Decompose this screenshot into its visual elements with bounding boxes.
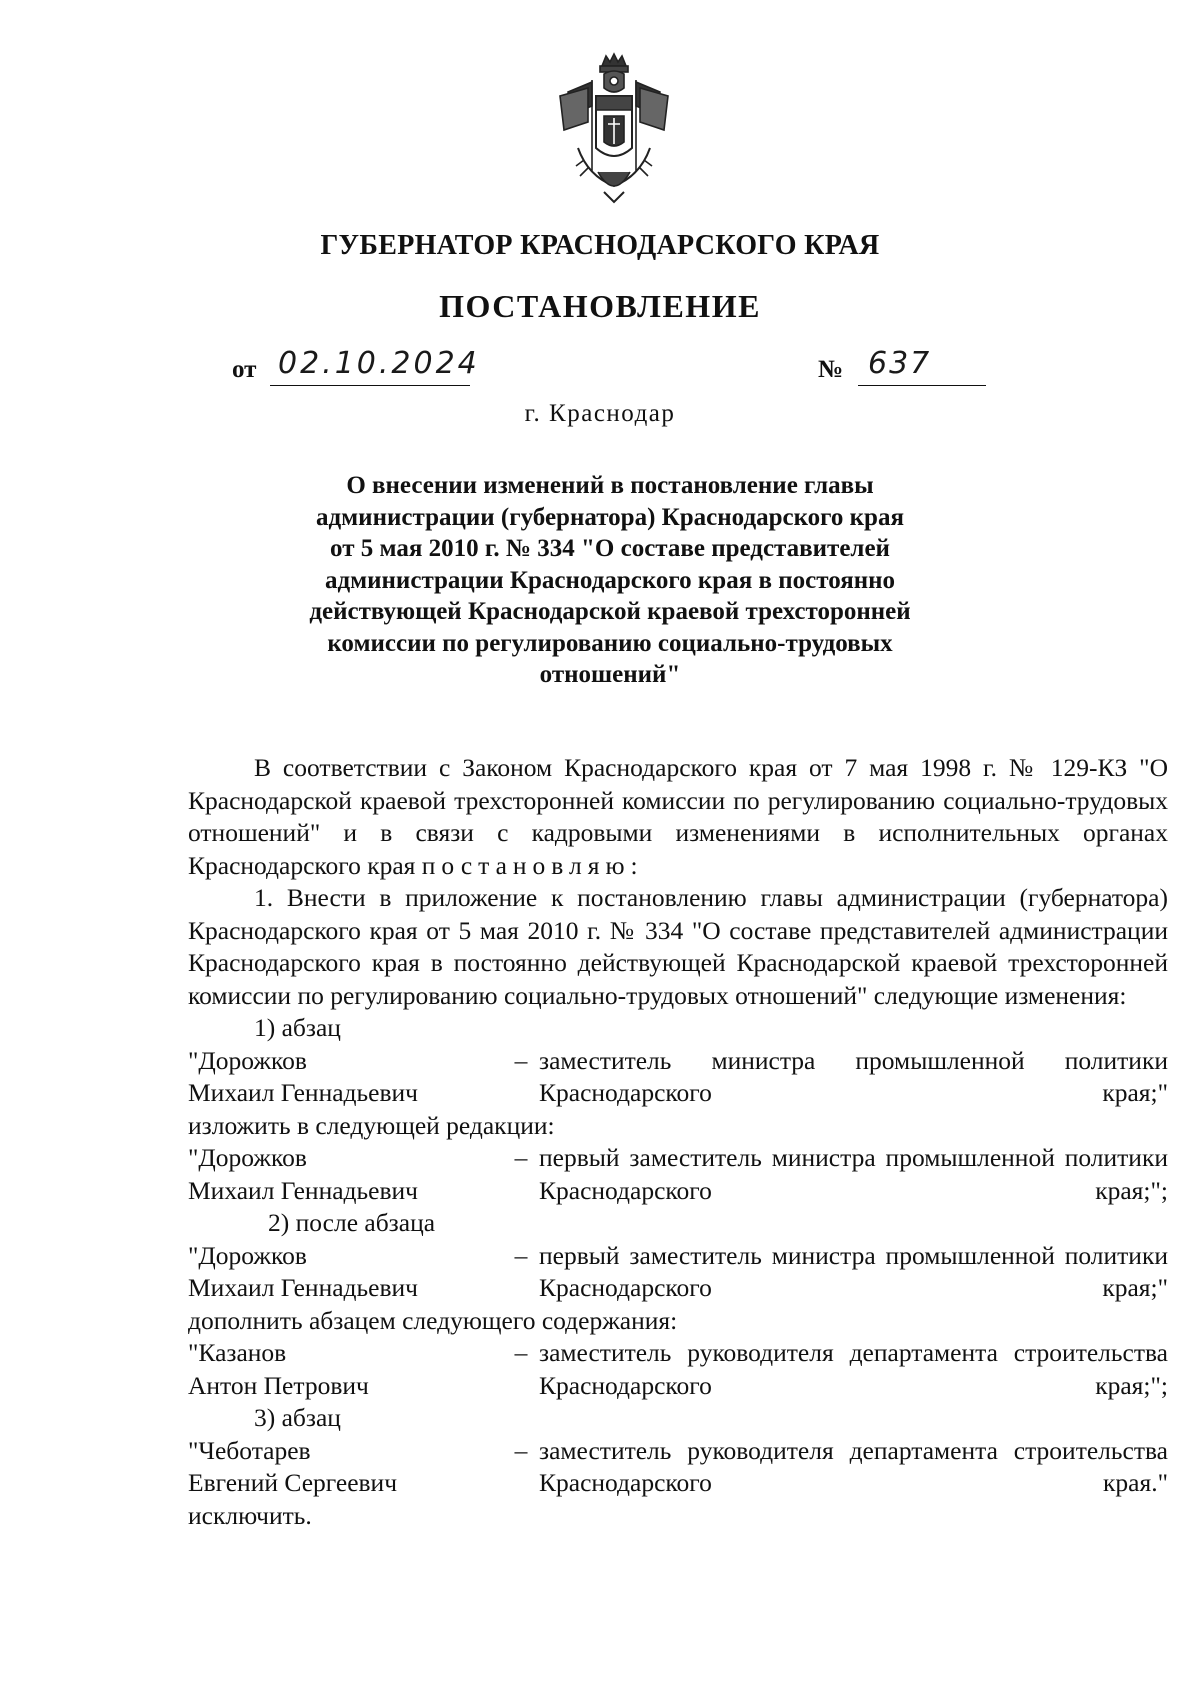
entry-given-names: Михаил Геннадьевич — [188, 1078, 418, 1107]
entry-dash: – — [514, 1045, 528, 1075]
document-subject — [300, 470, 920, 691]
number-label: № — [818, 356, 844, 383]
document-body — [188, 752, 1168, 1532]
entry-surname: "Дорожков — [188, 1143, 307, 1172]
entry-surname: "Чеботарев — [188, 1435, 311, 1465]
entry-surname: "Дорожков — [188, 1045, 307, 1075]
new-entry-dorozhkov — [188, 1142, 1168, 1207]
date-underline — [270, 385, 470, 386]
entry-given-names: Михаил Геннадьевич — [188, 1175, 418, 1205]
entry-surname: "Дорожков — [188, 1240, 307, 1270]
entry-given-names: Михаил Геннадьевич — [188, 1273, 418, 1302]
preamble-text: В соответствии с Законом Краснодарского края от 7 мая 1998 г. № 129-КЗ "О Краснодарской краевой трехсторонней комиссии по регулированию социально-трудовых отношений" и в связи с кадровыми изменениями в исполнительных органах Краснодарского края — [188, 753, 1168, 880]
coat-of-arms-emblem — [548, 52, 680, 204]
entry-dash: – — [514, 1435, 528, 1465]
handwritten-number: 637 — [868, 346, 932, 381]
entry-surname: "Казанов — [188, 1338, 287, 1367]
sub-item-3-label: 3) абзац — [254, 1403, 341, 1432]
entry-position: первый заместитель министра промышленной политики Краснодарского края;"; — [539, 1143, 1168, 1205]
sub-item-2-label: 2) после абзаца — [268, 1208, 436, 1237]
entry-given-names: Антон Петрович — [188, 1370, 369, 1400]
subject-line: от 5 мая 2010 г. № 334 "О составе представителей — [330, 535, 890, 562]
old-entry-dorozhkov — [188, 1045, 1168, 1110]
document-type-heading: ПОСТАНОВЛЕНИЕ — [439, 288, 761, 324]
number-underline — [858, 385, 986, 386]
item-1-paragraph: 1. Внести в приложение к постановлению главы администрации (губернатора) Краснодарского края от 5 мая 2010 г. № 334 "О составе представителей администрации Краснодарского края в постоянно действующей Краснодарской краевой трехсторонней комиссии по регулированию социально-трудовых отношений" следующие изменения: — [188, 883, 1168, 1010]
issuer-heading: ГУБЕРНАТОР КРАСНОДАРСКОГО КРАЯ — [320, 230, 880, 261]
entry-position: заместитель министра промышленной политики Краснодарского края;" — [539, 1045, 1168, 1107]
preamble-paragraph — [188, 752, 1168, 882]
subject-line: администрации (губернатора) Краснодарского края — [316, 503, 904, 531]
subject-line: комиссии по регулированию социально-трудовых — [327, 629, 893, 657]
handwritten-date: 02.10.2024 — [278, 346, 480, 381]
entry-dash: – — [514, 1143, 528, 1172]
subject-line: О внесении изменений в постановление главы — [346, 472, 874, 499]
new-entry-kazanov — [188, 1337, 1168, 1402]
entry-given-names: Евгений Сергеевич — [188, 1468, 398, 1497]
sub-item-3-action: исключить. — [188, 1500, 312, 1530]
entry-dash: – — [514, 1240, 528, 1270]
subject-line: отношений" — [539, 661, 681, 688]
city-line: г. Краснодар — [524, 400, 676, 427]
resolve-word: постановляю: — [421, 850, 644, 880]
subject-line: администрации Краснодарского края в постоянно — [324, 566, 896, 594]
entry-position: заместитель руководителя департамента строительства Краснодарского края." — [539, 1435, 1168, 1497]
sub-item-2-action: дополнить абзацем следующего содержания: — [188, 1305, 678, 1335]
subject-line: действующей Краснодарской краевой трехсторонней — [309, 598, 911, 625]
date-label: от — [232, 356, 257, 383]
entry-position: первый заместитель министра промышленной политики Краснодарского края;" — [539, 1240, 1168, 1302]
removed-entry-chebotarev — [188, 1435, 1168, 1500]
entry-dash: – — [514, 1338, 528, 1367]
sub-item-1-label: 1) абзац — [254, 1013, 341, 1042]
sub-item-1-action: изложить в следующей редакции: — [188, 1110, 555, 1140]
entry-position: заместитель руководителя департамента строительства Краснодарского края;"; — [539, 1338, 1168, 1400]
after-entry-dorozhkov — [188, 1240, 1168, 1305]
